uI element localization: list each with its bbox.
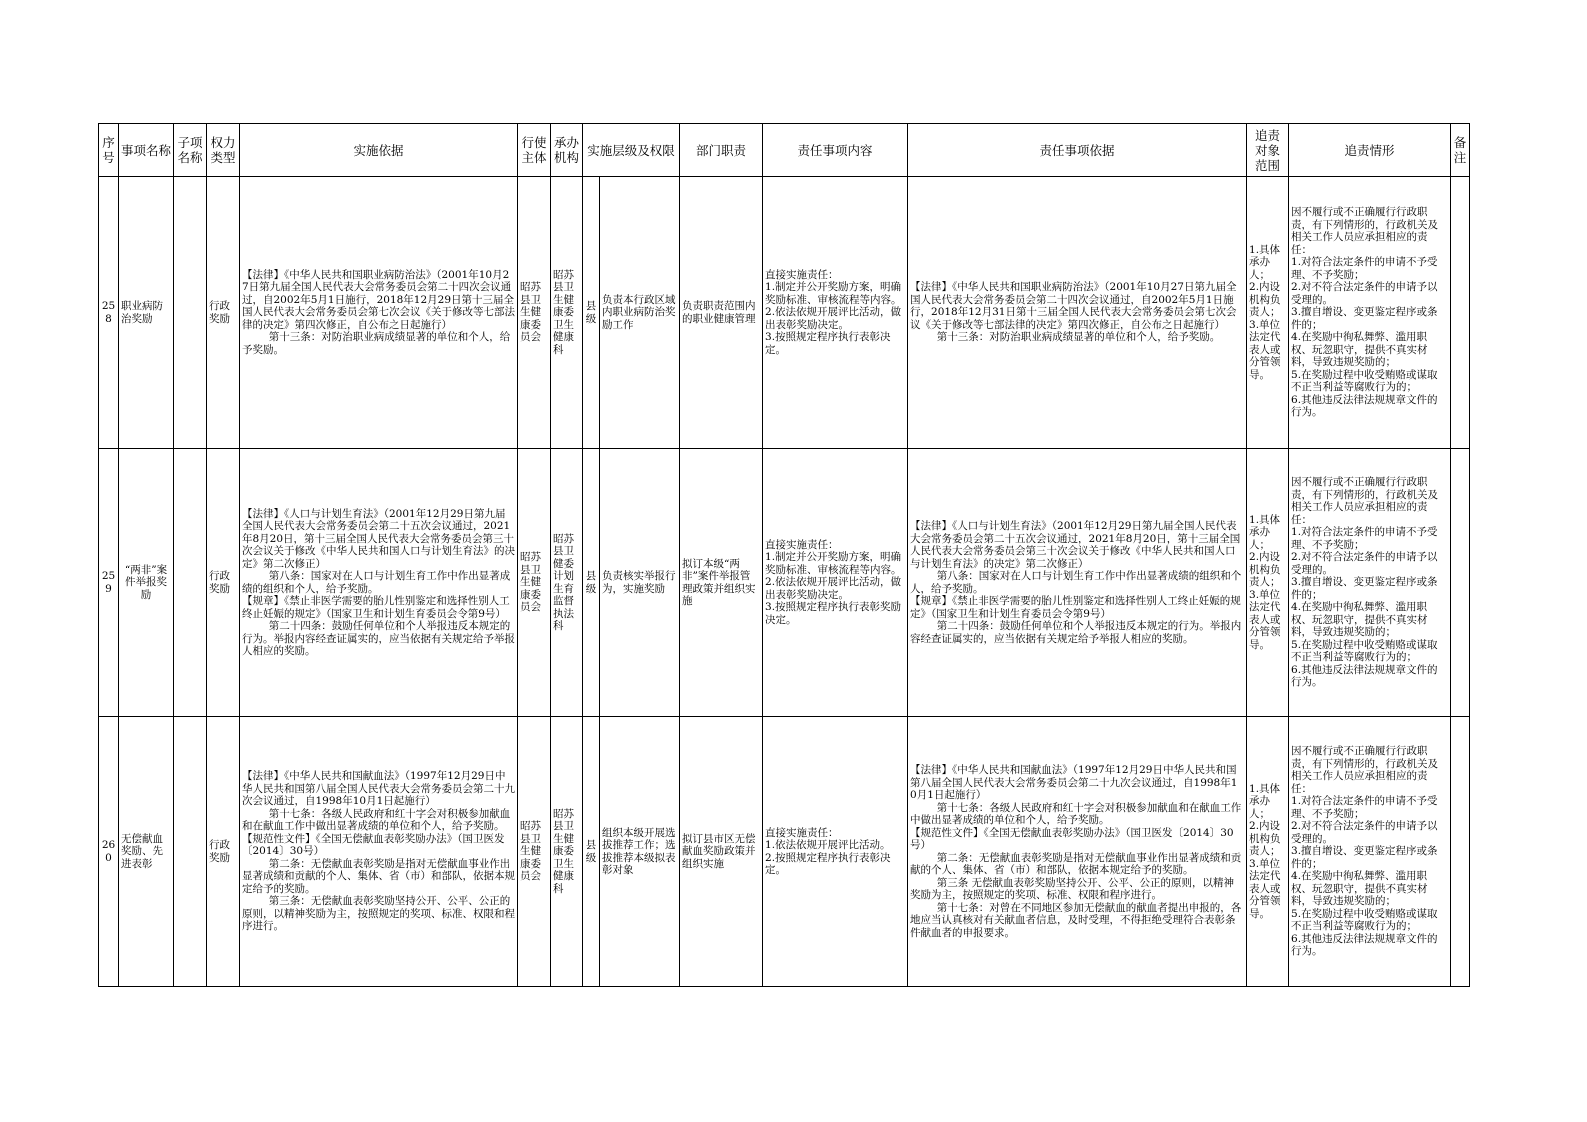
table-row — [99, 449, 1470, 717]
cell-resp-basis: 【法律】《中华人民共和国献血法》（1997年12月29日中华人民共和国第八届全国人民代表大会常务委员会第二十九次会议通过，自1998年10月1日起施行） 第十七条：各级人民政府和红十字会对积极参加献血和在献血工作中做出显著成绩的单位和个人，给予奖励。 【规范性文件】《全国无偿献血表彰奖励办法》（国卫医发〔2014〕30号） 第二条：无偿献血表彰奖励是指对无偿献血事业作出显著成绩和贡献的个人、集体、省（市）和部队，依据本规定给予的奖励。 第三条 无偿献血表彰奖励坚持公开、公平、公正的原则，以精神奖励为主，按照规定的奖项、标准、权限和程序进行。 第十七条：对曾在不同地区参加无偿献血的献血者提出申报的，各地应当认真核对有关献血者信息，及时受理，不得拒绝受理符合表彰条件献血者的申报要求。 — [908, 717, 1247, 987]
cell-item-name: “两非”案件举报奖励 — [119, 449, 174, 717]
cell-resp-content: 直接实施责任： 1.制定并公开奖励方案，明确奖励标准、审核流程等内容。 2.依法依规开展评比活动，做出表彰奖励决定。 3.按照规定程序执行表彰奖励决定。 — [763, 449, 908, 717]
cell-accountable: 1.具体承办人； 2.内设机构负责人； 3.单位法定代表人或分管领导。 — [1247, 717, 1289, 987]
header-item-name: 事项名称 — [119, 124, 174, 177]
cell-power-type: 行政奖励 — [207, 177, 240, 449]
cell-level-detail: 负责本行政区域内职业病防治奖励工作 — [600, 177, 680, 449]
cell-subject: 昭苏县卫生健康委员会 — [518, 177, 551, 449]
header-resp-content: 责任事项内容 — [763, 124, 908, 177]
cell-duty: 拟订县市区无偿献血奖励政策并组织实施 — [680, 717, 763, 987]
cell-seq: 259 — [99, 449, 119, 717]
cell-sub-name — [174, 449, 207, 717]
header-subject: 行使主体 — [518, 124, 551, 177]
table-row — [99, 177, 1470, 449]
header-row — [99, 124, 1470, 177]
header-sub-name: 子项名称 — [174, 124, 207, 177]
header-seq: 序号 — [99, 124, 119, 177]
cell-accountable: 1.具体承办人； 2.内设机构负责人； 3.单位法定代表人或分管领导。 — [1247, 177, 1289, 449]
cell-power-type: 行政奖励 — [207, 717, 240, 987]
cell-power-type: 行政奖励 — [207, 449, 240, 717]
header-accountable: 追责对象范围 — [1247, 124, 1289, 177]
cell-basis: 【法律】《人口与计划生育法》（2001年12月29日第九届全国人民代表大会常务委员会第二十五次会议通过，2021年8月20日，第十三届全国人民代表大会常务委员会第三十次会议关于修改《中华人民共和国人口与计划生育法》的决定》第二次修正） 第八条：国家对在人口与计划生育工作中作出显著成绩的组织和个人，给予奖励。 【规章】《禁止非医学需要的胎儿性别鉴定和选择性别人工终止妊娠的规定》（国家卫生和计划生育委员会令第9号） 第二十四条：鼓励任何单位和个人举报违反本规定的行为。举报内容经查证属实的，应当依据有关规定给予举报人相应的奖励。 — [240, 449, 518, 717]
cell-undertaker: 昭苏县卫生健康委卫生健康科 — [551, 717, 583, 987]
cell-seq: 258 — [99, 177, 119, 449]
header-circumstances: 追责情形 — [1289, 124, 1451, 177]
cell-circumstances: 因不履行或不正确履行行政职责，有下列情形的，行政机关及相关工作人员应承担相应的责任： 1.对符合法定条件的申请不予受理、不予奖励； 2.对不符合法定条件的申请予以受理的。 3.擅自增设、变更鉴定程序或条件的； 4.在奖励中徇私舞弊、滥用职权、玩忽职守，提供不真实材料，导致违规奖励的； 5.在奖励过程中收受贿赂或谋取不正当利益等腐败行为的； 6.其他违反法律法规规章文件的行为。 — [1289, 717, 1451, 987]
cell-sub-name — [174, 717, 207, 987]
cell-resp-basis: 【法律】《人口与计划生育法》（2001年12月29日第九届全国人民代表大会常务委员会第二十五次会议通过，2021年8月20日，第十三届全国人民代表大会常务委员会第三十次会议关于修改《中华人民共和国人口与计划生育法》的决定》第二次修正） 第八条：国家对在人口与计划生育工作中作出显著成绩的组织和个人，给予奖励。 【规章】《禁止非医学需要的胎儿性别鉴定和选择性别人工终止妊娠的规定》（国家卫生和计划生育委员会令第9号） 第二十四条：鼓励任何单位和个人举报违反本规定的行为。举报内容经查证属实的，应当依据有关规定给予举报人相应的奖励。 — [908, 449, 1247, 717]
cell-undertaker: 昭苏县卫生健康委卫生健康科 — [551, 177, 583, 449]
cell-resp-content: 直接实施责任： 1.依法依规开展评比活动。 2.按照规定程序执行表彰决定。 — [763, 717, 908, 987]
cell-remark — [1451, 177, 1470, 449]
header-remark: 备注 — [1451, 124, 1470, 177]
cell-level: 县级 — [583, 449, 600, 717]
header-resp-basis: 责任事项依据 — [908, 124, 1247, 177]
cell-level: 县级 — [583, 177, 600, 449]
header-undertaker: 承办机构 — [551, 124, 583, 177]
cell-remark — [1451, 449, 1470, 717]
cell-seq: 260 — [99, 717, 119, 987]
cell-subject: 昭苏县卫生健康委员会 — [518, 449, 551, 717]
cell-level-detail: 组织本级开展选拔推荐工作；选拔推荐本级拟表彰对象 — [600, 717, 680, 987]
cell-duty: 拟订本级“两非”案件举报管理政策并组织实施 — [680, 449, 763, 717]
cell-duty: 负责职责范围内的职业健康管理 — [680, 177, 763, 449]
cell-level: 县级 — [583, 717, 600, 987]
header-level: 实施层级及权限 — [583, 124, 680, 177]
cell-circumstances: 因不履行或不正确履行行政职责，有下列情形的，行政机关及相关工作人员应承担相应的责任： 1.对符合法定条件的申请不予受理、不予奖励； 2.对不符合法定条件的申请予以受理的。 3.擅自增设、变更鉴定程序或条件的； 4.在奖励中徇私舞弊、滥用职权、玩忽职守，提供不真实材料，导致违规奖励的； 5.在奖励过程中收受贿赂或谋取不正当利益等腐败行为的； 6.其他违反法律法规规章文件的行为。 — [1289, 177, 1451, 449]
cell-undertaker: 昭苏县卫健委计划生育监督执法科 — [551, 449, 583, 717]
cell-circumstances: 因不履行或不正确履行行政职责，有下列情形的，行政机关及相关工作人员应承担相应的责任： 1.对符合法定条件的申请不予受理、不予奖励； 2.对不符合法定条件的申请予以受理的。 3.擅自增设、变更鉴定程序或条件的； 4.在奖励中徇私舞弊、滥用职权、玩忽职守，提供不真实材料，导致违规奖励的； 5.在奖励过程中收受贿赂或谋取不正当利益等腐败行为的； 6.其他违反法律法规规章文件的行为。 — [1289, 449, 1451, 717]
cell-sub-name — [174, 177, 207, 449]
cell-subject: 昭苏县卫生健康委员会 — [518, 717, 551, 987]
cell-item-name: 职业病防治奖励 — [119, 177, 174, 449]
header-basis: 实施依据 — [240, 124, 518, 177]
cell-basis: 【法律】《中华人民共和国献血法》（1997年12月29日中华人民共和国第八届全国人民代表大会常务委员会第二十九次会议通过，自1998年10月1日起施行） 第十七条：各级人民政府和红十字会对积极参加献血和在献血工作中做出显著成绩的单位和个人，给予奖励。 【规范性文件】《全国无偿献血表彰奖励办法》（国卫医发〔2014〕30号） 第二条：无偿献血表彰奖励是指对无偿献血事业作出显著成绩和贡献的个人、集体、省（市）和部队，依据本规定给予的奖励。 第三条：无偿献血表彰奖励坚持公开、公平、公正的原则，以精神奖励为主，按照规定的奖项、标准、权限和程序进行。 — [240, 717, 518, 987]
cell-item-name: 无偿献血奖励、先进表彰 — [119, 717, 174, 987]
cell-resp-basis: 【法律】《中华人民共和国职业病防治法》（2001年10月27日第九届全国人民代表大会常务委员会第二十四次会议通过，自2002年5月1日施行，2018年12月31日第十三届全国人民代表大会常务委员会第七次会议《关于修改等七部法律的决定》第四次修正，自公布之日起施行） 第十三条：对防治职业病成绩显著的单位和个人，给予奖励。 — [908, 177, 1247, 449]
cell-resp-content: 直接实施责任： 1.制定并公开奖励方案，明确奖励标准、审核流程等内容。 2.依法依规开展评比活动，做出表彰奖励决定。 3.按照规定程序执行表彰决定。 — [763, 177, 908, 449]
power-list-table — [98, 123, 1470, 987]
cell-remark — [1451, 717, 1470, 987]
cell-basis: 【法律】《中华人民共和国职业病防治法》（2001年10月27日第九届全国人民代表大会常务委员会第二十四次会议通过，自2002年5月1日施行，2018年12月29日第十三届全国人民代表大会常务委员会第七次会议《关于修改等七部法律的决定》第四次修正，自公布之日起施行） 第十三条：对防治职业病成绩显著的单位和个人，给予奖励。 — [240, 177, 518, 449]
table-row — [99, 717, 1470, 987]
cell-accountable: 1.具体承办人； 2.内设机构负责人； 3.单位法定代表人或分管领导。 — [1247, 449, 1289, 717]
header-power-type: 权力类型 — [207, 124, 240, 177]
header-duty: 部门职责 — [680, 124, 763, 177]
cell-level-detail: 负责核实举报行为，实施奖励 — [600, 449, 680, 717]
